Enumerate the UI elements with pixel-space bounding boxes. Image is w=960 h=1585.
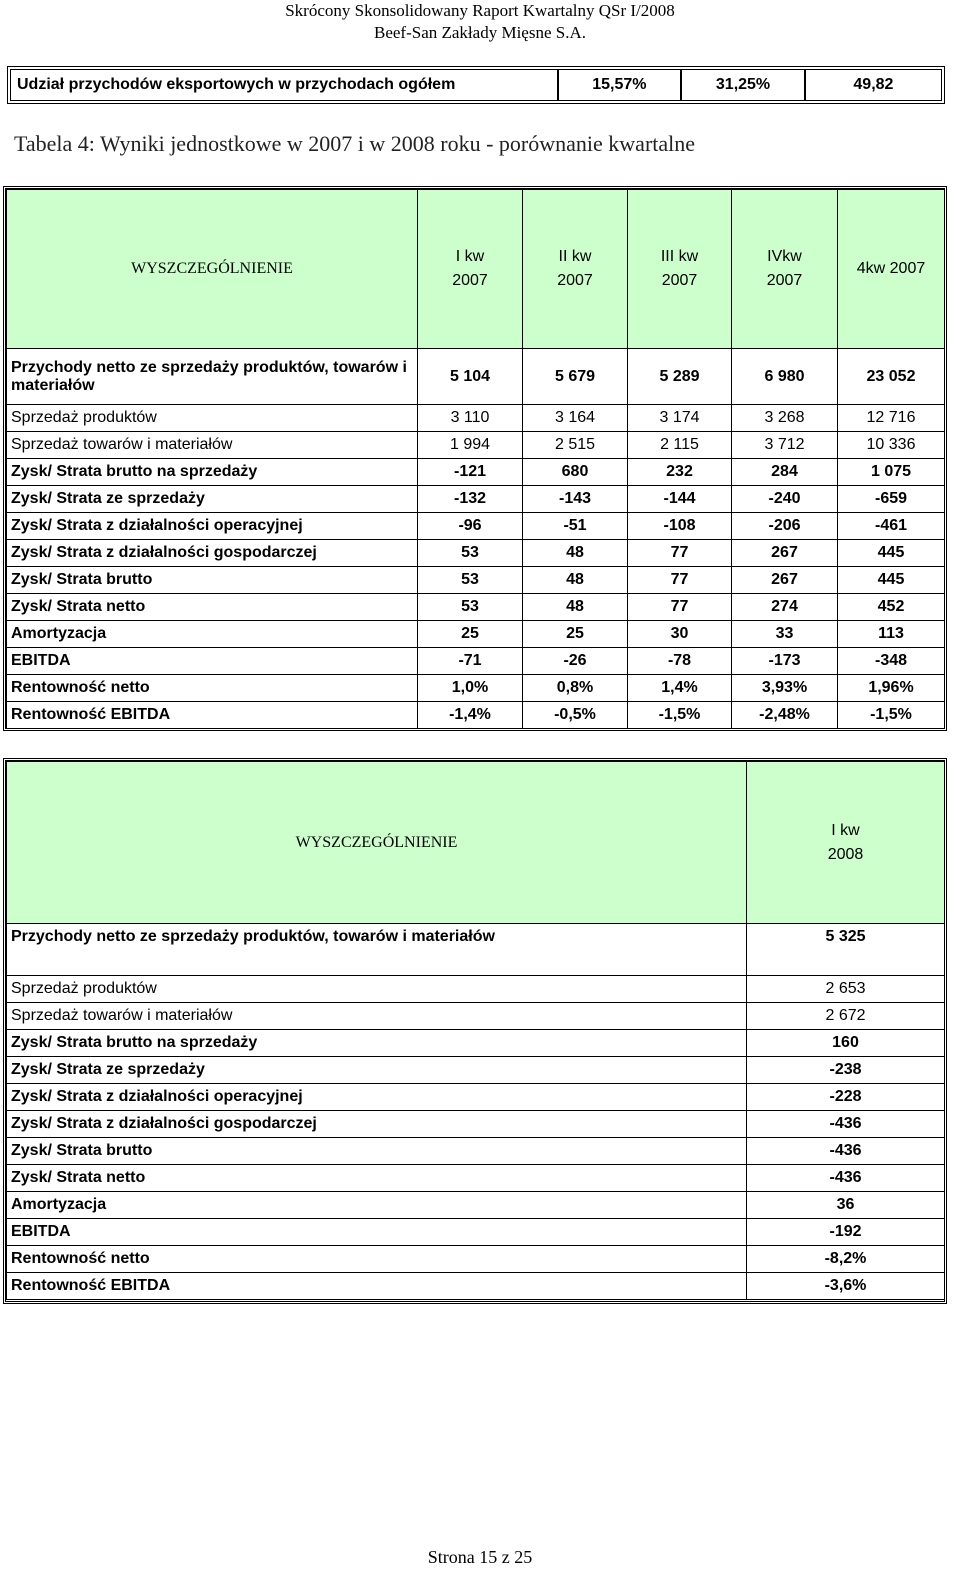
row-value: 30	[628, 621, 732, 648]
table-row	[7, 675, 945, 702]
row-value: 0,8%	[523, 675, 628, 702]
row-value: 113	[838, 621, 945, 648]
table-row	[7, 1084, 945, 1111]
row-value: 3 268	[732, 405, 838, 432]
quarterly-2007-body	[7, 349, 945, 729]
row-label: Zysk/ Strata ze sprzedaży	[7, 1057, 747, 1084]
row-value: 2 672	[747, 1003, 945, 1030]
page-number: Strona 15 z 25	[427, 1547, 533, 1567]
row-value: -132	[418, 486, 523, 513]
column-header: IVkw 2007	[732, 190, 838, 349]
column-header: I kw 2007	[418, 190, 523, 349]
row-value: 53	[418, 594, 523, 621]
column-header: II kw 2007	[523, 190, 628, 349]
column-header: I kw 2008	[747, 762, 945, 924]
row-label: Rentowność EBITDA	[7, 702, 418, 729]
row-label: Amortyzacja	[7, 621, 418, 648]
export-share-value: 15,57%	[558, 69, 682, 101]
row-value: -436	[747, 1111, 945, 1138]
row-value: -1,4%	[418, 702, 523, 729]
row-value: 267	[732, 540, 838, 567]
row-value: 1,4%	[628, 675, 732, 702]
table-row	[7, 1057, 945, 1084]
quarterly-2008-table-frame	[3, 758, 947, 1304]
row-value: -121	[418, 459, 523, 486]
row-label: Sprzedaż towarów i materiałów	[7, 1003, 747, 1030]
table-row	[7, 1111, 945, 1138]
table-caption: Tabela 4: Wyniki jednostkowe w 2007 i w 2008 roku - porównanie kwartalne	[14, 131, 696, 156]
row-value: -51	[523, 513, 628, 540]
row-value: 284	[732, 459, 838, 486]
row-value: -143	[523, 486, 628, 513]
row-value: 48	[523, 594, 628, 621]
row-value: 25	[418, 621, 523, 648]
table-header-row	[7, 190, 945, 349]
table-row	[7, 1192, 945, 1219]
row-label: Sprzedaż towarów i materiałów	[7, 432, 418, 459]
column-header: III kw 2007	[628, 190, 732, 349]
row-value: 1,0%	[418, 675, 523, 702]
row-value: -78	[628, 648, 732, 675]
row-value: 36	[747, 1192, 945, 1219]
quarterly-2007-table	[6, 189, 945, 729]
row-value: 1,96%	[838, 675, 945, 702]
row-value: 232	[628, 459, 732, 486]
row-value: -206	[732, 513, 838, 540]
row-value: -228	[747, 1084, 945, 1111]
row-value: 48	[523, 567, 628, 594]
export-share-row	[10, 69, 942, 101]
table-row	[7, 486, 945, 513]
row-value: 1 994	[418, 432, 523, 459]
row-label: Rentowność netto	[7, 1246, 747, 1273]
row-label: Zysk/ Strata brutto na sprzedaży	[7, 1030, 747, 1057]
row-value: 25	[523, 621, 628, 648]
row-label: Zysk/ Strata ze sprzedaży	[7, 486, 418, 513]
table-row	[7, 459, 945, 486]
row-value: 2 115	[628, 432, 732, 459]
row-value: -108	[628, 513, 732, 540]
row-value: -3,6%	[747, 1273, 945, 1300]
row-label: Sprzedaż produktów	[7, 976, 747, 1003]
row-value: -2,48%	[732, 702, 838, 729]
row-value: 10 336	[838, 432, 945, 459]
row-value: 48	[523, 540, 628, 567]
row-label: Sprzedaż produktów	[7, 405, 418, 432]
row-value: -173	[732, 648, 838, 675]
table-row	[7, 513, 945, 540]
row-value: -436	[747, 1165, 945, 1192]
row-value: 5 104	[418, 349, 523, 405]
row-value: 452	[838, 594, 945, 621]
table-row	[7, 540, 945, 567]
table-row	[7, 1246, 945, 1273]
row-value: -240	[732, 486, 838, 513]
row-value: 5 679	[523, 349, 628, 405]
table-row	[7, 648, 945, 675]
row-value: -238	[747, 1057, 945, 1084]
export-share-value: 31,25%	[681, 69, 805, 101]
row-value: -659	[838, 486, 945, 513]
table-row	[7, 702, 945, 729]
row-value: 33	[732, 621, 838, 648]
row-value: 2 653	[747, 976, 945, 1003]
row-label: Zysk/ Strata brutto na sprzedaży	[7, 459, 418, 486]
row-value: 5 325	[747, 924, 945, 976]
row-value: -8,2%	[747, 1246, 945, 1273]
column-header-label: WYSZCZEGÓLNIENIE	[7, 762, 747, 924]
table-row	[7, 924, 945, 976]
row-label: EBITDA	[7, 1219, 747, 1246]
row-label: Przychody netto ze sprzedaży produktów, towarów i materiałów	[7, 924, 747, 976]
row-label: Rentowność EBITDA	[7, 1273, 747, 1300]
row-value: 160	[747, 1030, 945, 1057]
row-value: -461	[838, 513, 945, 540]
table-row	[7, 976, 945, 1003]
table-row	[7, 621, 945, 648]
export-share-label: Udział przychodów eksportowych w przychodach ogółem	[10, 69, 558, 101]
column-header-label: WYSZCZEGÓLNIENIE	[7, 190, 418, 349]
row-label: Zysk/ Strata z działalności operacyjnej	[7, 513, 418, 540]
row-value: 3 110	[418, 405, 523, 432]
row-value: 3,93%	[732, 675, 838, 702]
row-value: 3 164	[523, 405, 628, 432]
row-value: 12 716	[838, 405, 945, 432]
row-label: Rentowność netto	[7, 675, 418, 702]
report-title: Skrócony Skonsolidowany Raport Kwartalny QSr I/2008	[285, 1, 675, 20]
row-value: -26	[523, 648, 628, 675]
table-row	[7, 1165, 945, 1192]
row-value: 3 174	[628, 405, 732, 432]
export-share-table	[7, 66, 945, 104]
row-value: 6 980	[732, 349, 838, 405]
table-row	[7, 1030, 945, 1057]
export-share-value: 49,82	[805, 69, 942, 101]
quarterly-2008-table	[6, 761, 945, 1300]
row-label: Zysk/ Strata z działalności operacyjnej	[7, 1084, 747, 1111]
table-row	[7, 567, 945, 594]
row-label: Zysk/ Strata z działalności gospodarczej	[7, 540, 418, 567]
table-row	[7, 1273, 945, 1300]
table-row	[7, 1003, 945, 1030]
table-row	[7, 349, 945, 405]
row-value: 5 289	[628, 349, 732, 405]
row-value: -348	[838, 648, 945, 675]
row-value: 23 052	[838, 349, 945, 405]
row-value: 53	[418, 540, 523, 567]
row-value: -192	[747, 1219, 945, 1246]
row-label: Zysk/ Strata z działalności gospodarczej	[7, 1111, 747, 1138]
row-value: 445	[838, 540, 945, 567]
row-label: Amortyzacja	[7, 1192, 747, 1219]
row-value: -436	[747, 1138, 945, 1165]
table-row	[7, 405, 945, 432]
row-value: 3 712	[732, 432, 838, 459]
row-label: Zysk/ Strata brutto	[7, 567, 418, 594]
table-row	[7, 594, 945, 621]
row-value: 2 515	[523, 432, 628, 459]
row-value: -1,5%	[838, 702, 945, 729]
table-header-row	[7, 762, 945, 924]
quarterly-2008-body	[7, 924, 945, 1300]
row-value: 274	[732, 594, 838, 621]
row-value: 77	[628, 594, 732, 621]
row-label: Zysk/ Strata netto	[7, 1165, 747, 1192]
row-label: Zysk/ Strata brutto	[7, 1138, 747, 1165]
table-row	[7, 1138, 945, 1165]
row-label: Przychody netto ze sprzedaży produktów, towarów i materiałów	[7, 349, 418, 405]
row-value: -71	[418, 648, 523, 675]
row-value: -1,5%	[628, 702, 732, 729]
row-value: 1 075	[838, 459, 945, 486]
row-label: EBITDA	[7, 648, 418, 675]
row-value: -144	[628, 486, 732, 513]
row-value: 267	[732, 567, 838, 594]
row-value: 77	[628, 540, 732, 567]
row-label: Zysk/ Strata netto	[7, 594, 418, 621]
row-value: 53	[418, 567, 523, 594]
row-value: 445	[838, 567, 945, 594]
table-row	[7, 432, 945, 459]
column-header: 4kw 2007	[838, 190, 945, 349]
quarterly-2007-table-frame	[3, 186, 947, 731]
table-row	[7, 1219, 945, 1246]
row-value: -96	[418, 513, 523, 540]
row-value: -0,5%	[523, 702, 628, 729]
document-header	[0, 0, 960, 44]
row-value: 680	[523, 459, 628, 486]
row-value: 77	[628, 567, 732, 594]
company-name: Beef-San Zakłady Mięsne S.A.	[374, 23, 586, 42]
